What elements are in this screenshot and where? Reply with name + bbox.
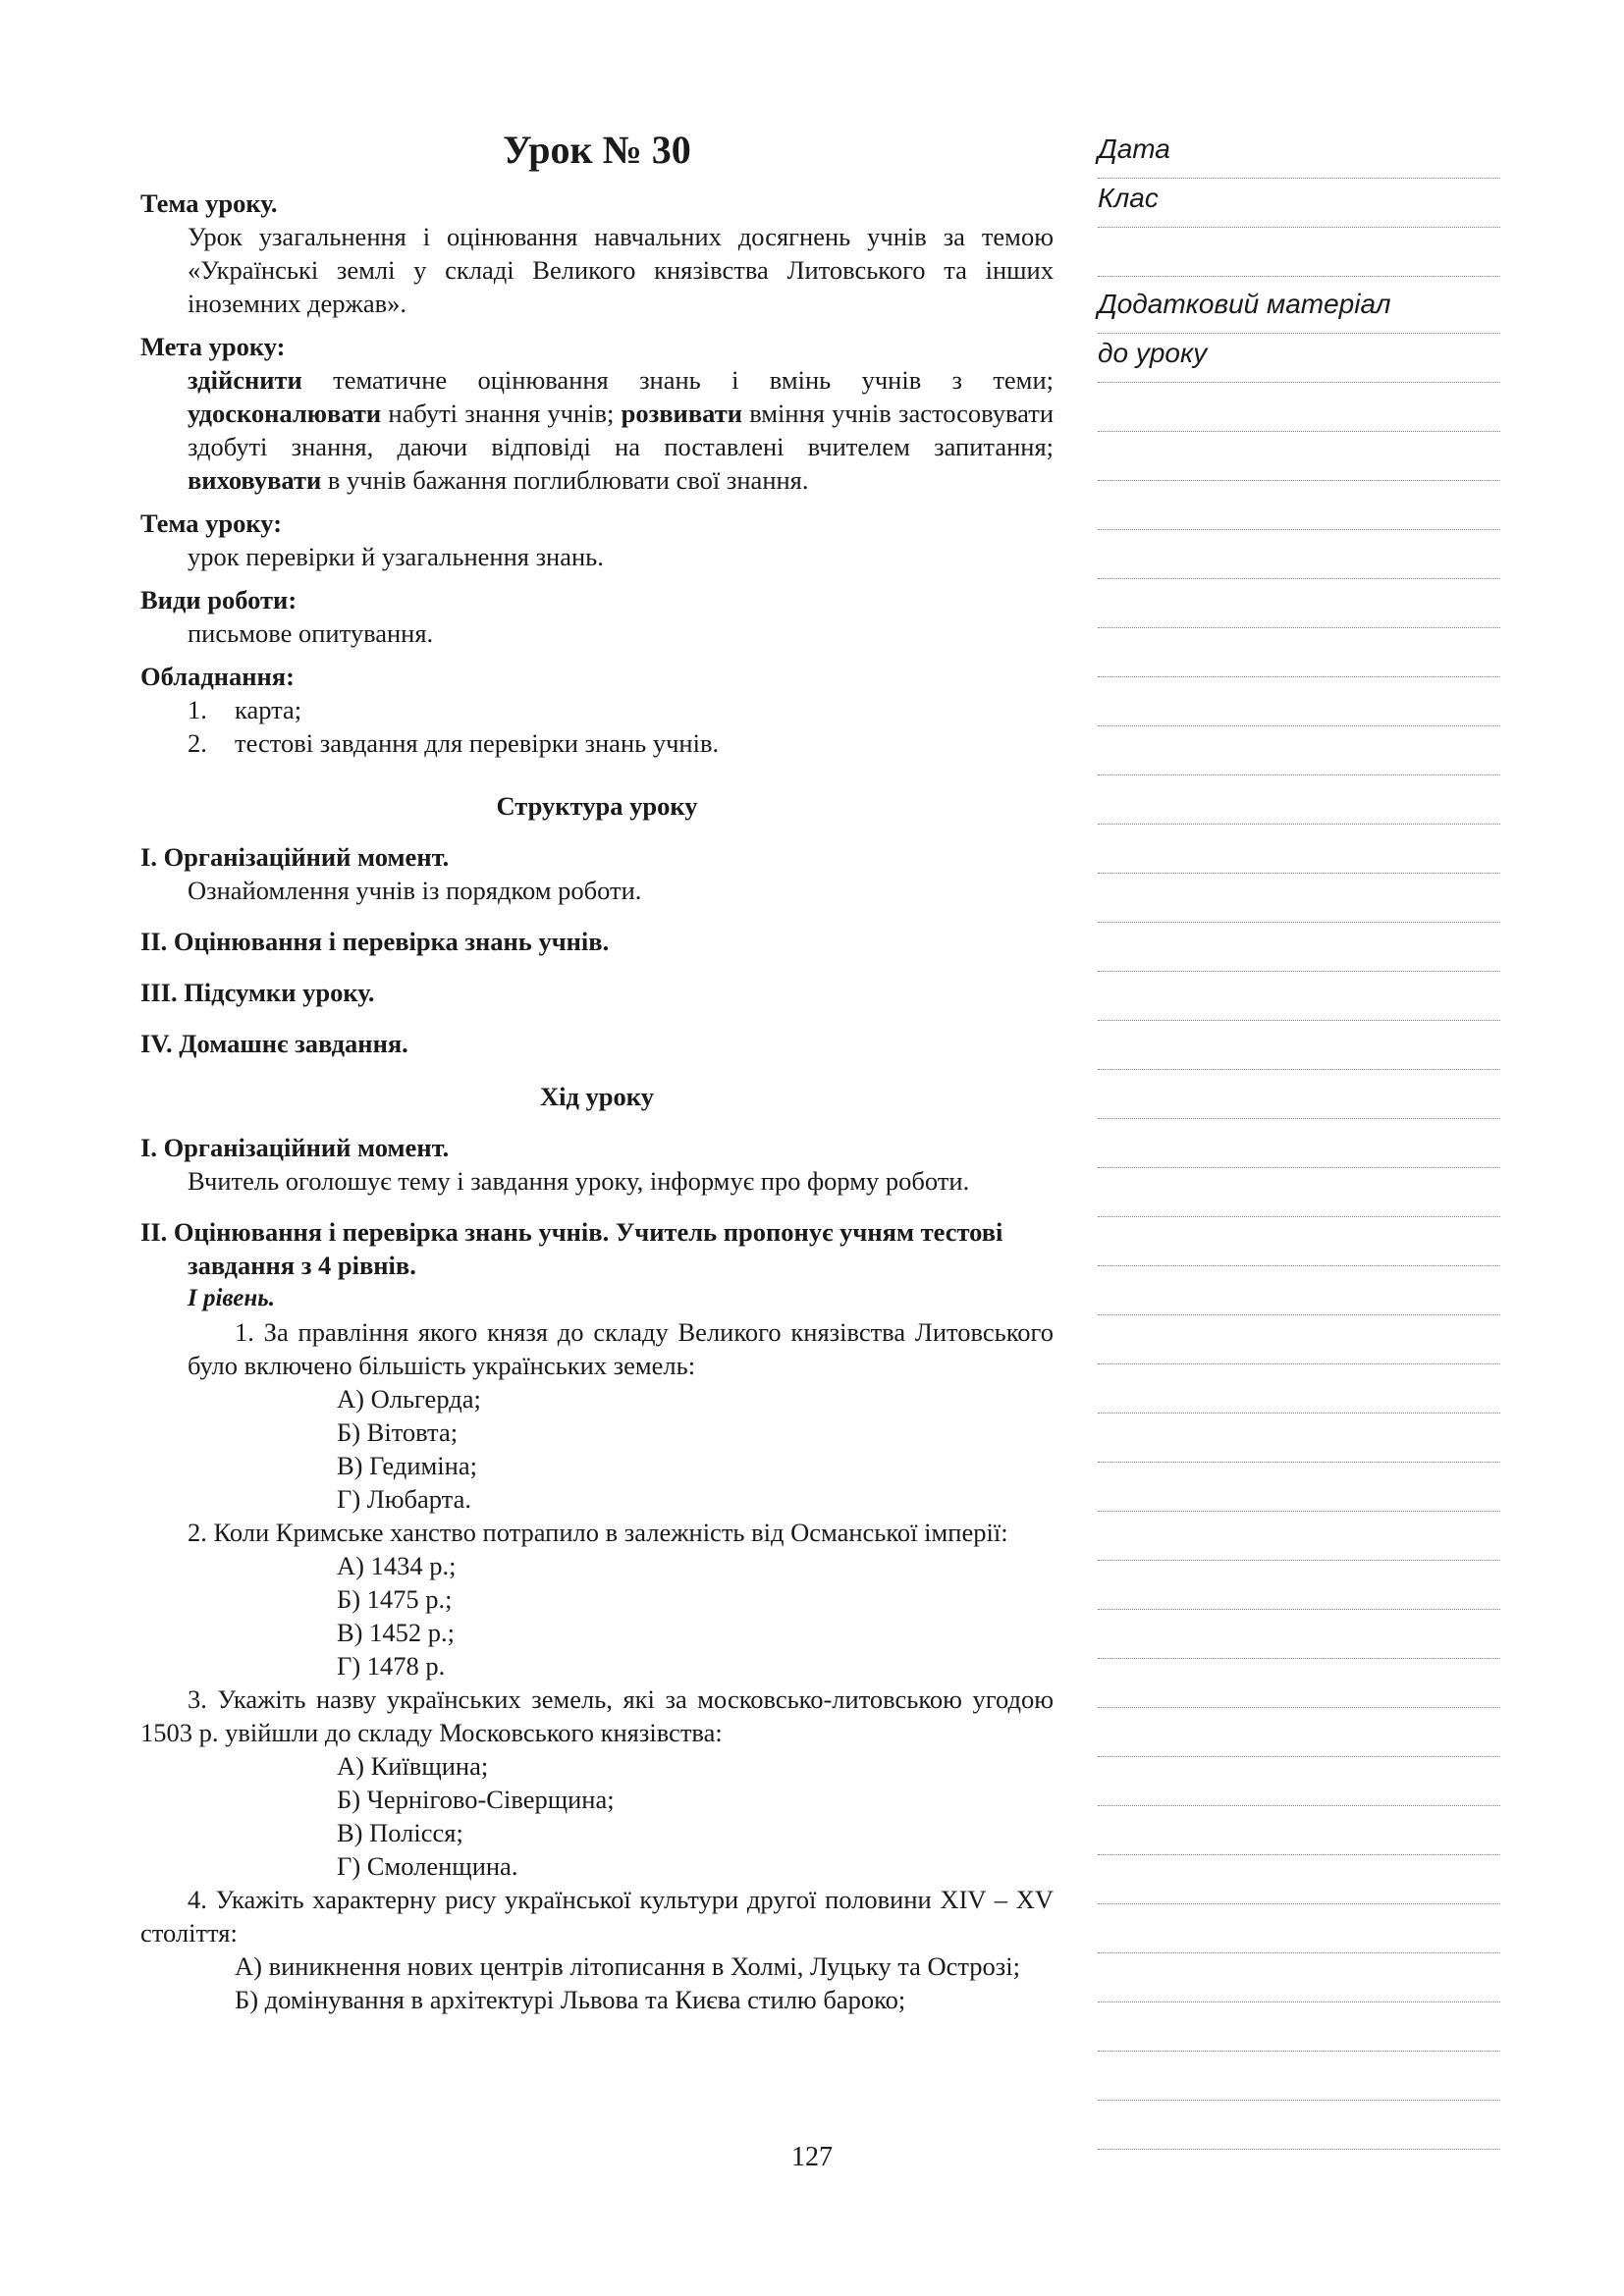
answer-option: А) Київщина; bbox=[337, 1751, 489, 1781]
note-line bbox=[1098, 628, 1500, 677]
structure-section-3: III. Підсумки уроку. bbox=[140, 978, 375, 1007]
answer-option: Б) 1475 р.; bbox=[337, 1584, 453, 1614]
goal-verb-2: удосконалювати bbox=[188, 399, 382, 428]
topic-label: Тема уроку. bbox=[140, 188, 278, 218]
note-line bbox=[1098, 1953, 1500, 2002]
answer-option: А) виникнення нових центрів літописання в Холмі, Луцьку та Острозі; bbox=[235, 1951, 1020, 1981]
note-line bbox=[1098, 530, 1500, 579]
answer-option: Г) Смоленщина. bbox=[337, 1851, 518, 1881]
goal-label: Мета уроку: bbox=[140, 332, 286, 361]
note-line bbox=[1098, 481, 1500, 530]
note-line bbox=[1098, 1217, 1500, 1266]
answer-option: Г) 1478 р. bbox=[337, 1651, 446, 1681]
note-line bbox=[1098, 1757, 1500, 1806]
page-title: Урок № 30 bbox=[503, 128, 691, 172]
note-line bbox=[1098, 579, 1500, 628]
note-line bbox=[1098, 1806, 1500, 1855]
note-line bbox=[1098, 726, 1500, 775]
note-line bbox=[1098, 1708, 1500, 1757]
extra-material-label: Додатковий матеріал bbox=[1098, 289, 1391, 319]
question-2-options bbox=[140, 1549, 1054, 1682]
answer-option: Г) Любарта. bbox=[337, 1484, 471, 1514]
date-line bbox=[1098, 130, 1500, 179]
goal-verb-4: виховувати bbox=[188, 465, 322, 495]
question-1: 1. За правління якого князя до складу Великого князівства Литовського було включено більшість українських земель: bbox=[188, 1317, 1054, 1380]
course-section-1: I. Організаційний момент. bbox=[140, 1133, 450, 1162]
note-line bbox=[1098, 1364, 1500, 1414]
goal-text-4: в учнів бажання поглиблювати свої знання. bbox=[321, 465, 809, 495]
equipment-label: Обладнання: bbox=[140, 662, 295, 691]
list-item bbox=[140, 726, 1054, 760]
list-item-number: 1. bbox=[188, 695, 207, 724]
structure-section-4: IV. Домашнє завдання. bbox=[140, 1029, 408, 1058]
answer-option: А) Ольгерда; bbox=[337, 1384, 481, 1414]
question-3: 3. Укажіть назву українських земель, які за московсько-литовською угодою 1503 р. увійшли до складу Московського князівства: bbox=[140, 1684, 1054, 1747]
answer-option: А) 1434 р.; bbox=[337, 1551, 457, 1580]
note-line bbox=[1098, 1561, 1500, 1610]
note-line bbox=[1098, 2002, 1500, 2052]
main-column bbox=[140, 126, 1054, 2016]
structure-section-1-text: Ознайомлення учнів із порядком роботи. bbox=[188, 876, 642, 905]
list-item-text: карта; bbox=[235, 695, 302, 724]
note-line bbox=[1098, 1266, 1500, 1315]
date-label: Дата bbox=[1098, 133, 1170, 164]
note-line bbox=[1098, 1119, 1500, 1168]
work-text: письмове опитування. bbox=[188, 618, 434, 648]
blank-note-lines bbox=[1098, 383, 1500, 2150]
note-line bbox=[1098, 1610, 1500, 1659]
note-line bbox=[1098, 1512, 1500, 1561]
question-1-options bbox=[140, 1382, 1054, 1516]
question-4-options bbox=[140, 1949, 1054, 2016]
type-label: Тема уроку: bbox=[140, 508, 283, 538]
type-text: урок перевірки й узагальнення знань. bbox=[188, 542, 604, 571]
list-item-number: 2. bbox=[188, 728, 207, 758]
goal-verb-3: розвивати bbox=[621, 399, 742, 428]
goal-verb-1: здійснити bbox=[188, 365, 302, 395]
note-line bbox=[1098, 1168, 1500, 1217]
note-line bbox=[1098, 228, 1500, 277]
level-heading: I рівень. bbox=[188, 1285, 275, 1311]
note-line bbox=[1098, 432, 1500, 481]
structure-section-1: I. Організаційний момент. bbox=[140, 842, 450, 872]
note-line bbox=[1098, 383, 1500, 432]
answer-option: В) Полісся; bbox=[337, 1818, 463, 1847]
note-line bbox=[1098, 923, 1500, 972]
answer-option: Б) Чернігово-Сіверщина; bbox=[337, 1785, 615, 1814]
extra-material-label-2: до уроку bbox=[1098, 338, 1208, 368]
answer-option: В) 1452 р.; bbox=[337, 1618, 455, 1647]
question-block bbox=[140, 1315, 1054, 1382]
structure-section-2: II. Оцінювання і перевірка знань учнів. bbox=[140, 927, 610, 956]
work-label: Види роботи: bbox=[140, 585, 298, 614]
class-label: Клас bbox=[1098, 183, 1159, 213]
note-line bbox=[1098, 1855, 1500, 1904]
page-number: 127 bbox=[791, 2142, 833, 2172]
class-line bbox=[1098, 179, 1500, 228]
note-line bbox=[1098, 1070, 1500, 1119]
course-heading: Хід уроку bbox=[540, 1082, 654, 1111]
goal-text bbox=[140, 363, 1054, 497]
notes-sidebar bbox=[1098, 130, 1500, 2150]
note-line bbox=[1098, 677, 1500, 726]
course-section-2: II. Оцінювання і перевірка знань учнів. Учитель пропонує учням тестові завдання з 4 рівнів. bbox=[140, 1217, 1003, 1280]
note-line bbox=[1098, 1463, 1500, 1512]
note-line bbox=[1098, 775, 1500, 825]
note-line bbox=[1098, 1414, 1500, 1463]
note-line bbox=[1098, 1021, 1500, 1070]
structure-heading: Структура уроку bbox=[496, 791, 698, 821]
question-4: 4. Укажіть характерну рису української культури другої половини XIV – XV століття: bbox=[140, 1885, 1054, 1948]
list-item bbox=[140, 693, 1054, 726]
goal-text-1: тематичне оцінювання знань і вмінь учнів з теми; bbox=[301, 365, 1054, 395]
note-line bbox=[1098, 1904, 1500, 1953]
question-2: 2. Коли Кримське ханство потрапило в залежність від Османської імперії: bbox=[188, 1518, 1008, 1547]
note-line bbox=[1098, 1659, 1500, 1708]
question-3-options bbox=[140, 1749, 1054, 1883]
note-line bbox=[1098, 1315, 1500, 1364]
answer-option: В) Гедиміна; bbox=[337, 1451, 477, 1480]
extra-material-line bbox=[1098, 277, 1500, 334]
goal-text-3: вміння учнів застосовувати здобуті знання, даючи відповіді на поставлені вчителем запитання; bbox=[188, 399, 1054, 461]
note-line bbox=[1098, 2052, 1500, 2101]
answer-option: Б) домінування в архітектурі Львова та Києва стилю бароко; bbox=[235, 1985, 906, 2014]
answer-option: Б) Вітовта; bbox=[337, 1417, 459, 1447]
extra-material-line-2 bbox=[1098, 334, 1500, 383]
goal-text-2: набуті знання учнів; bbox=[381, 399, 622, 428]
note-line bbox=[1098, 874, 1500, 923]
note-line bbox=[1098, 2101, 1500, 2150]
list-item-text: тестові завдання для перевірки знань учнів. bbox=[235, 728, 720, 758]
course-section-1-text: Вчитель оголошує тему і завдання уроку, інформує про форму роботи. bbox=[188, 1166, 970, 1196]
note-line bbox=[1098, 825, 1500, 874]
topic-text: Урок узагальнення і оцінювання навчальних досягнень учнів за темою «Українські землі у складі Великого князівства Литовського та інших іноземних держав». bbox=[188, 222, 1054, 318]
note-line bbox=[1098, 972, 1500, 1021]
